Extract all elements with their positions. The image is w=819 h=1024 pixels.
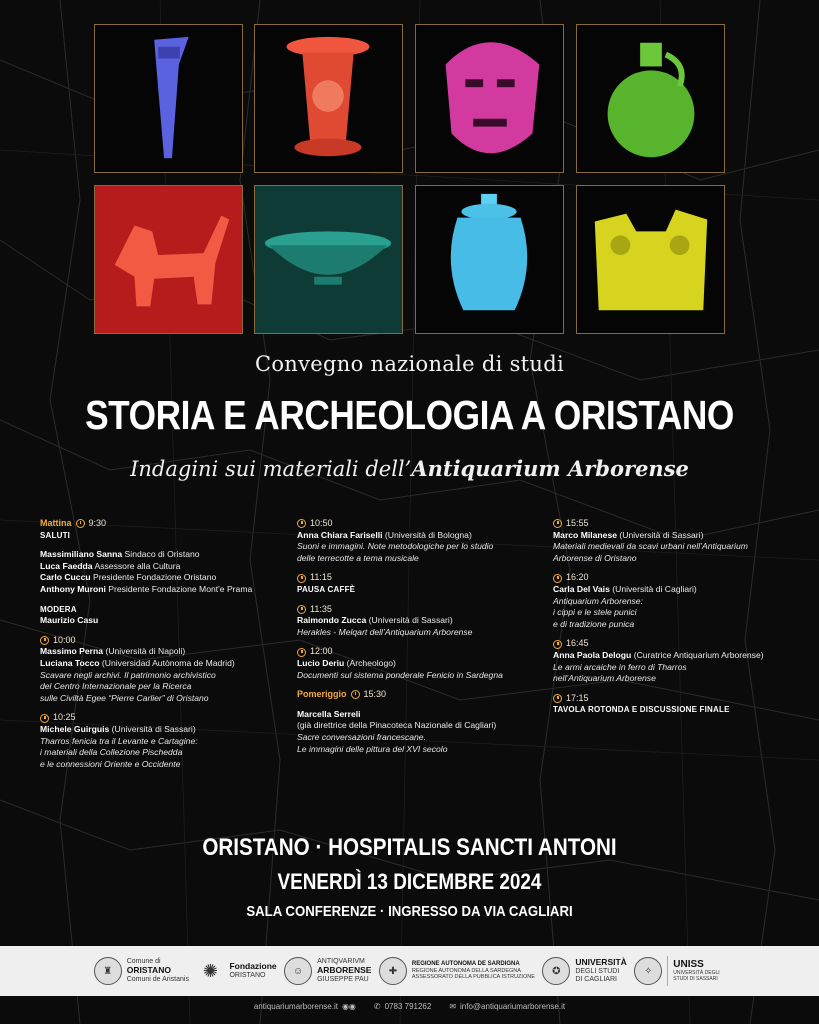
speaker-name: Marcella Serreli [297,708,361,719]
talk-title: Herakles - Melqart dell’Antiquarium Arborense [297,626,473,637]
talk-title: i cippi e le stele punici [553,607,637,618]
logo-text: Comune di [126,958,161,965]
session-time [297,518,537,530]
speaker-name: Marco Milanese [553,529,617,540]
time-value: 17:15 [566,692,589,703]
artifact-tile-yellow-relief [576,185,725,334]
modera-label: MODERA [40,604,77,614]
clock-icon [553,640,562,649]
website-link[interactable]: antiquariumarborense.it [253,1002,338,1011]
time-value: 10:00 [53,634,76,645]
speaker-name: Anna Chiara Fariselli [297,529,383,540]
logo-text: ORISTANO [126,965,171,975]
clock-icon [351,690,360,699]
speaker-affiliation: (Archeologo) [346,657,396,668]
session-time [40,518,280,530]
greeting-item [40,572,280,584]
session-time [553,638,793,650]
session-time [297,646,537,658]
footer-email[interactable] [449,1002,565,1011]
footer-website[interactable] [254,1002,356,1011]
coffee-break: PAUSA CAFFÈ [297,584,356,594]
speaker-name: Anthony Muroni [40,583,106,594]
talk-title: Le immagini delle pittura del XVI secolo [297,743,448,754]
venue-location: ORISTANO · HOSPITALIS SANCTI ANTONI [202,834,617,861]
speaker-affiliation: (Università di Sassari) [111,723,196,734]
logo-fondazione-oristano [196,957,276,985]
session-time [40,635,280,647]
greeting-item [40,584,280,596]
talk-title: Antiquarium Arborense: [553,595,643,606]
seal-icon: ✪ [542,957,570,985]
time-value: 15:55 [566,518,589,528]
logo-divider [667,956,668,986]
talk-title: del Centro Internazionale per la Ricerca [40,681,192,692]
speaker-name: Carla Del Vais [553,583,610,594]
artifact-tile-teal-bowl [254,185,403,334]
artifact-tile-red-vase [254,24,403,173]
speaker-name: Anna Paola Delogu [553,649,632,660]
speaker-name: Luca Faedda [40,560,93,571]
clock-icon [553,574,562,583]
clock-icon [297,648,306,657]
greeting-item [40,549,280,561]
time-value: 10:50 [310,518,333,528]
logo-text: Fondazione [229,961,277,971]
speaker-affiliation: (Universidad Autònoma de Madrid) [101,657,235,668]
session-time [553,693,793,705]
moderator-name: Maurizio Casu [40,615,99,626]
clock-icon [40,714,49,723]
speaker-name: Lucio Deriu [297,657,345,668]
talk-title: e le connessioni Oriente e Occidente [40,758,181,769]
time-value: 15:30 [363,689,387,700]
logo-text: ORISTANO [229,972,266,979]
speaker-affiliation: (già direttrice della Pinacoteca Nazionale di Cagliari) [297,720,497,731]
shield-icon: ✚ [379,957,407,985]
session-time [553,518,793,530]
artifact-tile-blue-pendant [94,24,243,173]
logo-unica [542,957,626,985]
logo-text: GIUSEPPE PAU [317,976,369,983]
program-column-3 [553,518,793,724]
speaker-name: Massimo Perna [40,646,104,657]
program-column-1 [40,518,280,778]
mail-icon: ✉ [449,1002,457,1011]
speaker-name: Carlo Cuccu [40,572,91,583]
time-value: 10:25 [53,712,76,723]
speaker-affiliation: (Università di Sassari) [368,615,453,626]
speaker-affiliation: (Curatrice Antiquarium Arborense) [633,649,764,660]
footer-phone[interactable] [374,1002,431,1011]
logo-text: Comuni de Aristanis [126,976,189,983]
artifact-photo-grid [94,24,725,334]
logo-text: REGIONE AUTONOMA DE SARDIGNA [411,961,520,968]
artifact-tile-red-horse [94,185,243,334]
speaker-role: Sindaco di Oristano [124,549,200,560]
session-time [553,572,793,584]
clock-icon [40,636,49,645]
time-value: 16:45 [566,638,589,649]
logo-antiquarium [284,957,371,985]
speaker-name: Massimiliano Sanna [40,549,123,560]
time-value: 9:30 [88,518,107,528]
clock-icon [297,574,306,583]
event-date: VENERDÌ 13 DICEMBRE 2024 [277,869,542,894]
speaker-role: Presidente Fondazione Oristano [93,572,217,583]
venue-room: SALA CONFERENZE · INGRESSO DA VIA CAGLIARI [246,903,573,920]
session-time [297,604,537,616]
partner-logos-band [0,946,819,996]
page-title: STORIA E ARCHEOLOGIA A ORISTANO [85,392,734,438]
clock-icon [297,605,306,614]
artifact-tile-cyan-urn [415,185,564,334]
session-time [297,689,537,701]
speaker-role: Assessore alla Cultura [94,560,181,571]
talk-title: sulle Civiltà Egee “Pierre Carlier” di Oristano [40,692,209,703]
greeting-item [40,561,280,573]
seal-icon: ✧ [634,957,662,985]
talk-title: Arborense di Oristano [553,552,637,563]
saluti-heading: SALUTI [40,530,71,540]
logo-text: DI CAGLIARI [575,976,617,983]
logo-text: UNISS [673,958,704,970]
speaker-name: Raimondo Zucca [297,615,367,626]
speaker-affiliation: (Università di Cagliari) [612,583,697,594]
time-value: 11:15 [310,572,332,583]
phone-icon: ✆ [373,1002,381,1011]
talk-title: nell’Antiquarium Arborense [553,673,656,684]
session-time [40,712,280,724]
speaker-affiliation: (Università di Bologna) [384,529,472,540]
logo-comune-oristano [94,957,189,985]
time-value: 16:20 [566,572,589,583]
logo-text: ASSESSORATO DELLA PUBBLICA ISTRUZIONE [411,974,535,981]
logo-text: ARBORENSE [317,965,372,975]
program-column-2 [297,518,537,763]
speaker-name: Michele Guirguis [40,723,110,734]
time-value: 12:00 [310,646,333,657]
talk-title: Suoni e immagini. Note metodologiche per lo studio [297,541,494,552]
clock-icon [553,694,562,703]
session-time [297,572,537,584]
talk-title: i materiali della Collezione Pischedda [40,747,183,758]
afternoon-label: Pomeriggio [297,689,347,700]
contact-footer [0,1002,819,1011]
page-subtitle [0,456,819,481]
clock-icon [76,519,85,528]
clock-icon [297,519,306,528]
logo-uniss [634,956,725,986]
sun-icon: ✺ [202,960,218,981]
logo-text: DEGLI STUDI [575,968,620,975]
talk-title: Documenti sul sistema ponderale Fenicio in Sardegna [297,669,503,680]
speaker-affiliation: (Università di Sassari) [619,529,704,540]
talk-title: Scavare negli archivi. Il patrimonio archivistico [40,669,216,680]
clock-icon [553,519,562,528]
subtitle-part-b: Antiquarium Arborense [411,456,689,481]
talk-title: Materiali medievali da scavi urbani nell’Antiquarium [553,541,748,552]
artifact-tile-magenta-mask [415,24,564,173]
speaker-affiliation: (Università di Napoli) [105,646,186,657]
logo-text: UNIVERSITÀ [575,957,627,967]
pre-title: Convegno nazionale di studi [255,352,564,376]
email-link[interactable]: info@antiquariumarborense.it [460,1002,566,1011]
talk-title: Sacre conversazioni francescane. [297,731,426,742]
talk-title: Tharros fenicia tra il Levante e Cartagine: [40,735,198,746]
logo-text: UNIVERSITÀ DEGLI STUDI DI SASSARI [673,969,720,982]
talk-title: delle terrecotte a tema musicale [297,552,419,563]
speaker-name: Luciana Tocco [40,657,100,668]
subtitle-part-a: Indagini sui materiali dell’ [130,457,412,481]
morning-label: Mattina [40,518,72,528]
phone-number[interactable]: 0783 791262 [384,1002,432,1011]
medallion-icon: ☺ [284,957,312,985]
talk-title: Le armi arcaiche in ferro di Tharros [553,661,687,672]
talk-title: e di tradizione punica [553,618,635,629]
logo-text: REGIONE AUTONOMA DELLA SARDEGNA [411,967,521,974]
logo-text: ANTIQVARIVM [317,958,365,965]
speaker-role: Presidente Fondazione Mont'e Prama [108,583,253,594]
time-value: 11:35 [310,603,332,614]
round-table: TAVOLA ROTONDA E DISCUSSIONE FINALE [553,705,730,715]
crest-icon: ♜ [94,957,122,985]
logo-regione-sardegna [379,957,535,985]
social-icon: ◉◉ [341,1002,356,1011]
artifact-tile-green-jug [576,24,725,173]
